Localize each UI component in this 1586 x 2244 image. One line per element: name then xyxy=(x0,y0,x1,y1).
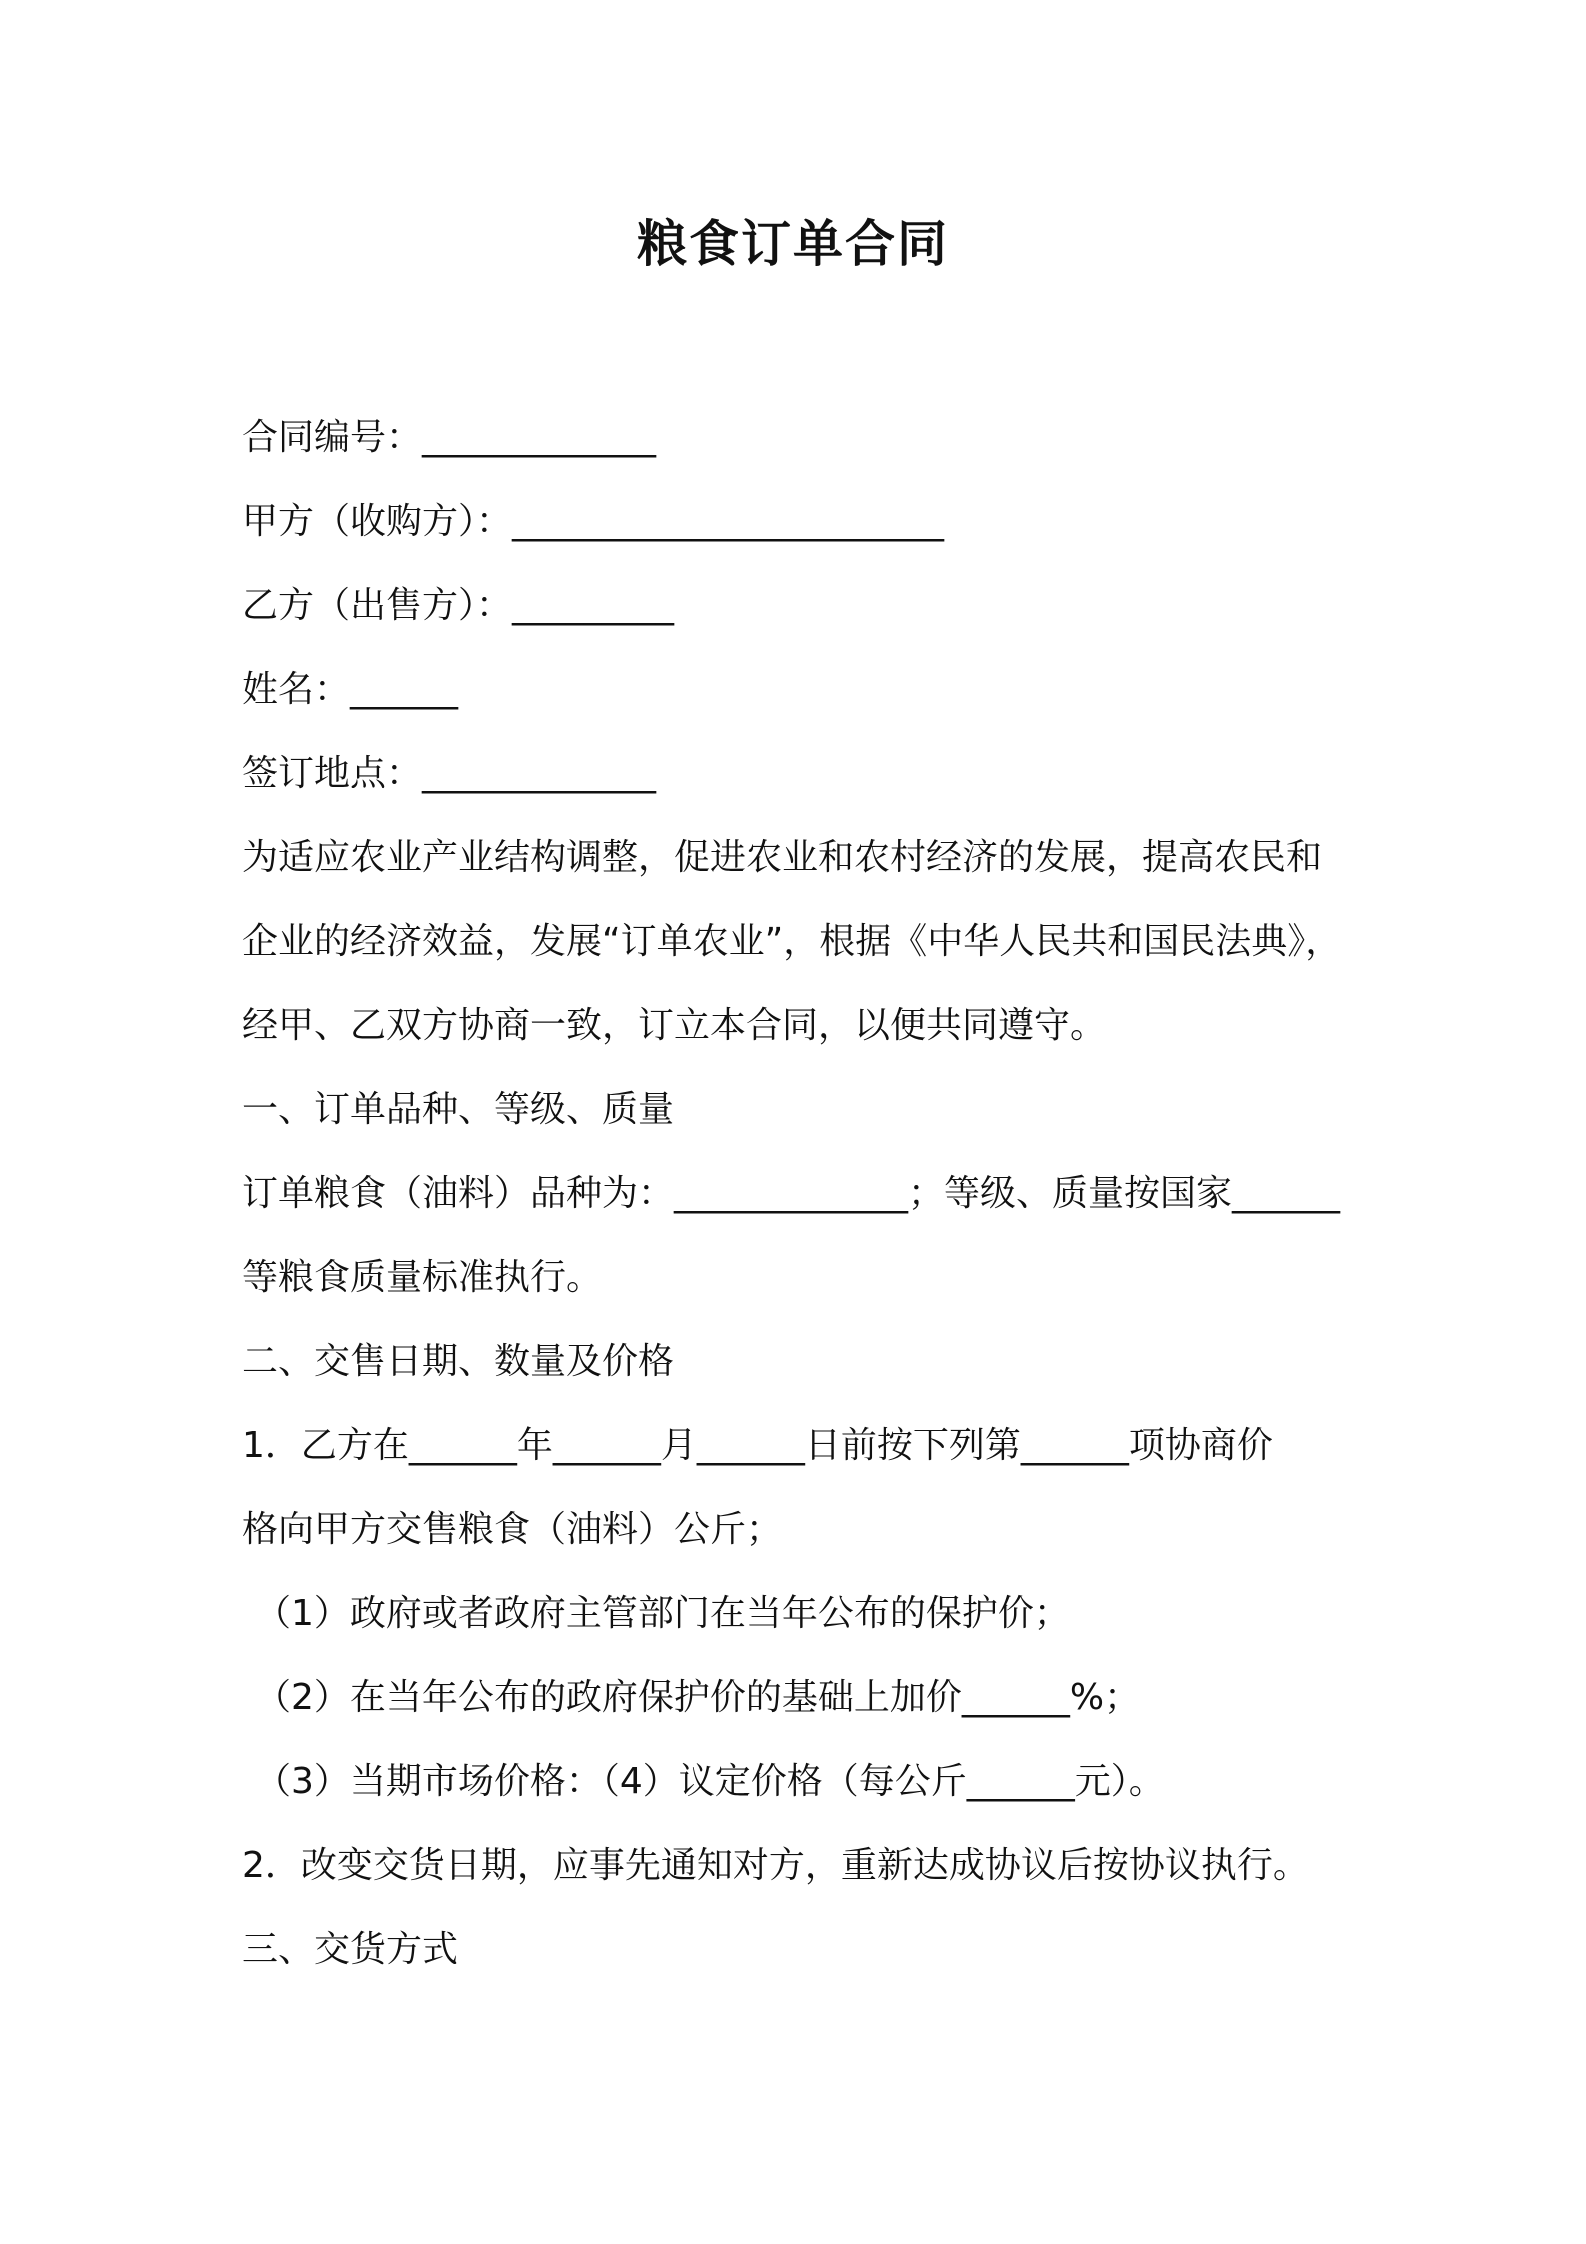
variety-line-1: 订单粮食（油料）品种为：_____________；等级、质量按国家______ xyxy=(242,1173,1341,1214)
price-option-1: （1）政府或者政府主管部门在当年公布的保护价； xyxy=(255,1593,1070,1634)
preamble-line-2: 企业的经济效益，发展“订单农业”，根据《中华人民共和国民法典》， xyxy=(242,921,1342,962)
price-option-2: （2）在当年公布的政府保护价的基础上加价______%； xyxy=(255,1677,1141,1718)
document-title: 粮食订单合同 xyxy=(637,215,949,273)
delivery-date-line-1: 1．乙方在______年______月______日前按下列第______项协商价 xyxy=(242,1425,1273,1466)
signing-place-line: 签订地点：_____________ xyxy=(242,753,657,794)
party-b-line: 乙方（出售方）：_________ xyxy=(242,585,675,626)
delivery-date-line-2: 格向甲方交售粮食（油料）公斤； xyxy=(242,1509,783,1550)
date-change-line: 2．改变交货日期，应事先通知对方，重新达成协议后按协议执行。 xyxy=(242,1845,1309,1886)
party-a-line: 甲方（收购方）：________________________ xyxy=(242,501,945,542)
name-line: 姓名：______ xyxy=(242,669,459,710)
preamble-line-1: 为适应农业产业结构调整，促进农业和农村经济的发展，提高农民和 xyxy=(242,837,1323,878)
variety-line-2: 等粮食质量标准执行。 xyxy=(242,1257,603,1298)
section-heading-1: 一、订单品种、等级、质量 xyxy=(242,1089,675,1130)
section-heading-2: 二、交售日期、数量及价格 xyxy=(242,1341,675,1382)
section-heading-3: 三、交货方式 xyxy=(242,1929,459,1970)
preamble-line-3: 经甲、乙双方协商一致，订立本合同，以便共同遵守。 xyxy=(242,1005,1107,1046)
price-option-3-4: （3）当期市场价格：（4）议定价格（每公斤______元）。 xyxy=(255,1761,1165,1802)
contract-number-line: 合同编号：_____________ xyxy=(242,417,657,458)
